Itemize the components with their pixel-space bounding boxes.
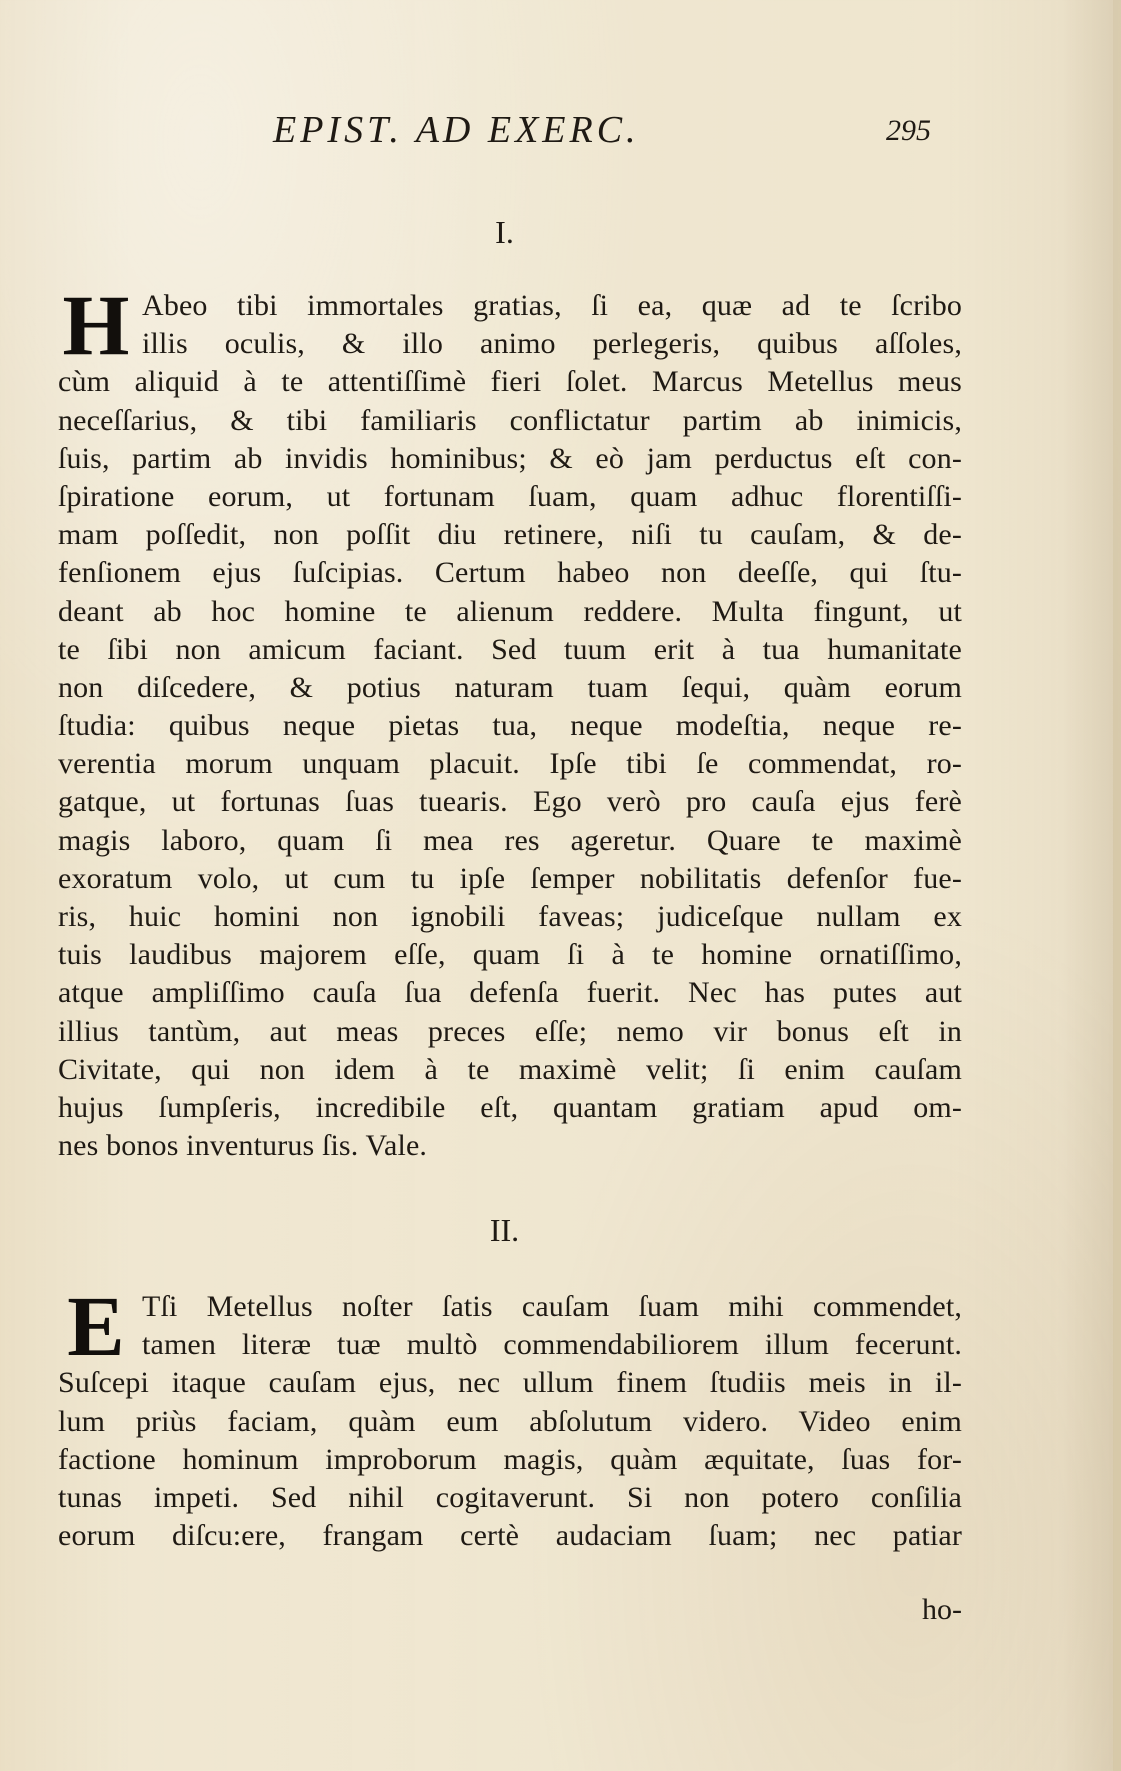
letter-1-line: ſtudia: quibus neque pietas tua, neque modeſtia, neque re- xyxy=(58,709,962,743)
letter-1-line: ris, huic homini non ignobili faveas; judiceſque nullam ex xyxy=(58,900,962,933)
running-head: EPIST. AD EXERC. xyxy=(273,109,640,151)
letter-2-drop-cap: E xyxy=(67,1278,125,1374)
catchword: ho- xyxy=(922,1593,962,1626)
letter-2-line: lum priùs faciam, quàm eum abſolutum videro. Video enim xyxy=(58,1404,962,1438)
letter-1-line: ſuis, partim ab invidis hominibus; & eò jam perductus eſt con- xyxy=(58,441,962,475)
letter-1-line: neceſſarius, & tibi familiaris conflictatur partim ab inimicis, xyxy=(58,403,962,437)
letter-1-line: nes bonos inventurus ſis. Vale. xyxy=(58,1129,428,1163)
letter-1-line: magis laboro, quam ſi mea res ageretur. Quare te maximè xyxy=(58,823,962,857)
letter-1-drop-cap: H xyxy=(62,277,130,373)
letter-1-body xyxy=(58,277,962,1165)
letter-2-line: Suſcepi itaque cauſam ejus, nec ullum finem ſtudiis meis in il- xyxy=(58,1366,962,1400)
letter-1-line: non diſcedere, & potius naturam tuam ſequi, quàm eorum xyxy=(58,670,962,704)
page-header xyxy=(273,108,931,160)
letter-1-line: mam poſſedit, non poſſit diu retinere, niſi tu cauſam, & de- xyxy=(58,518,962,552)
letter-2-line: factione hominum improborum magis, quàm æquitate, ſuas for- xyxy=(58,1442,962,1476)
letter-1-line: Civitate, qui non idem à te maximè velit; ſi enim cauſam xyxy=(58,1052,962,1086)
page-edge-shadow xyxy=(1061,0,1113,1771)
letter-1-number: I. xyxy=(495,214,514,250)
letter-1-line: gatque, ut fortunas ſuas tuearis. Ego verò pro cauſa ejus ferè xyxy=(58,785,962,819)
letter-2-line: eorum diſcu:ere, frangam certè audaciam ſuam; nec patiar xyxy=(58,1519,962,1553)
letter-1-line: tuis laudibus majorem eſſe, quam ſi à te homine ornatiſſimo, xyxy=(58,938,962,972)
letter-1-line: illis oculis, & illo animo perlegeris, quibus aſſoles, xyxy=(142,327,962,361)
letter-1-line: ſpiratione eorum, ut fortunam ſuam, quam adhuc florentiſſi- xyxy=(58,479,962,513)
letter-2-line: tunas impeti. Sed nihil cogitaverunt. Si non potero conſilia xyxy=(58,1480,962,1514)
letter-2-body xyxy=(58,1278,962,1555)
letter-1-line: hujus ſumpſeris, incredibile eſt, quantam gratiam apud om- xyxy=(58,1090,962,1124)
page-number: 295 xyxy=(886,114,931,147)
letter-1-line: illius tantùm, aut meas preces eſſe; nemo vir bonus eſt in xyxy=(58,1014,962,1048)
letter-2-line: tamen literæ tuæ multò commendabiliorem illum fecerunt. xyxy=(142,1328,962,1362)
letter-1-line: fenſionem ejus ſuſcipias. Certum habeo non deeſſe, qui ſtu- xyxy=(58,556,962,590)
letter-1-line: Abeo tibi immortales gratias, ſi ea, quæ ad te ſcribo xyxy=(142,289,962,322)
letter-2-line: Tſi Metellus noſter ſatis cauſam ſuam mihi commendet, xyxy=(142,1290,962,1323)
letter-2-number: II. xyxy=(489,1212,520,1248)
letter-1-line: te ſibi non amicum faciant. Sed tuum erit à tua humanitate xyxy=(58,632,962,666)
letter-1-line: verentia morum unquam placuit. Ipſe tibi ſe commendat, ro- xyxy=(58,747,962,781)
letter-1-line: exoratum volo, ut cum tu ipſe ſemper nobilitatis defenſor fue- xyxy=(58,861,962,895)
letter-1-line: atque ampliſſimo cauſa ſua defenſa fuerit. Nec has putes aut xyxy=(58,976,962,1010)
letter-1-line: deant ab hoc homine te alienum reddere. Multa fingunt, ut xyxy=(58,594,962,628)
letter-1-line: cùm aliquid à te attentiſſimè fieri ſolet. Marcus Metellus meus xyxy=(58,365,962,399)
